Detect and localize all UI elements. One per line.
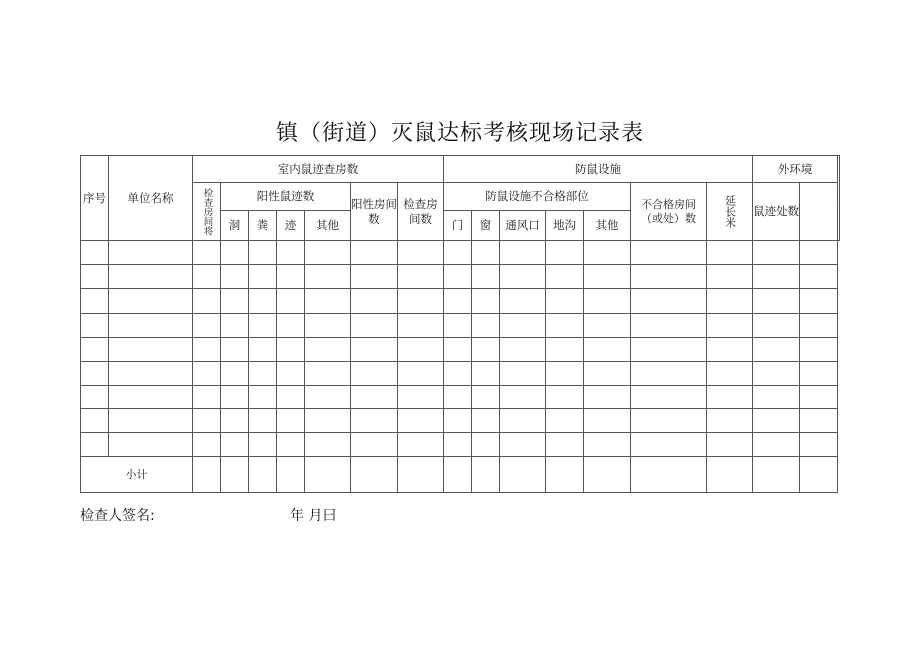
subtotal-cell[interactable] <box>193 457 221 493</box>
data-cell[interactable] <box>472 362 500 386</box>
data-cell[interactable] <box>753 265 800 289</box>
data-cell[interactable] <box>81 409 109 433</box>
data-cell[interactable] <box>500 314 546 338</box>
data-cell[interactable] <box>398 338 444 362</box>
data-cell[interactable] <box>584 433 631 457</box>
data-cell[interactable] <box>249 265 277 289</box>
data-cell[interactable] <box>249 433 277 457</box>
data-cell[interactable] <box>193 265 221 289</box>
data-cell[interactable] <box>221 265 249 289</box>
data-cell[interactable] <box>800 314 838 338</box>
data-cell[interactable] <box>351 386 398 409</box>
data-cell[interactable] <box>193 241 221 265</box>
data-cell[interactable] <box>193 314 221 338</box>
data-cell[interactable] <box>305 289 351 314</box>
subtotal-cell[interactable] <box>351 457 398 493</box>
header-inspected-rooms: 检查房间将 <box>193 183 221 241</box>
header-length: 延长米 <box>707 183 753 241</box>
data-cell[interactable] <box>277 433 305 457</box>
data-cell[interactable] <box>305 314 351 338</box>
data-cell[interactable] <box>546 386 584 409</box>
data-cell[interactable] <box>444 433 472 457</box>
header-positive-rooms: 阳性房间数 <box>351 183 398 241</box>
subtotal-cell[interactable] <box>500 457 546 493</box>
data-cell[interactable] <box>249 338 277 362</box>
data-cell[interactable] <box>81 265 109 289</box>
data-cell[interactable] <box>631 386 707 409</box>
data-cell[interactable] <box>753 338 800 362</box>
data-cell[interactable] <box>277 289 305 314</box>
data-cell[interactable] <box>351 314 398 338</box>
data-cell[interactable] <box>398 362 444 386</box>
data-cell[interactable] <box>631 265 707 289</box>
header-facility-group: 防鼠设施 <box>444 156 753 183</box>
header-other2: 其他 <box>584 211 631 241</box>
data-cell[interactable] <box>584 338 631 362</box>
data-cell[interactable] <box>221 314 249 338</box>
header-nonconform-rooms: 不合格房间（或处）数 <box>631 183 707 241</box>
data-cell[interactable] <box>249 241 277 265</box>
data-cell[interactable] <box>472 338 500 362</box>
table-row <box>81 241 840 265</box>
data-cell[interactable] <box>305 265 351 289</box>
subtotal-cell[interactable] <box>305 457 351 493</box>
data-cell[interactable] <box>631 289 707 314</box>
data-cell[interactable] <box>193 409 221 433</box>
form-title: 镇（街道）灭鼠达标考核现场记录表 <box>275 121 644 146</box>
data-cell[interactable] <box>584 265 631 289</box>
data-cell[interactable] <box>500 433 546 457</box>
data-cell[interactable] <box>81 289 109 314</box>
data-cell[interactable] <box>800 409 838 433</box>
data-cell[interactable] <box>249 314 277 338</box>
header-seq: 序号 <box>81 156 109 241</box>
subtotal-cell[interactable] <box>546 457 584 493</box>
data-cell[interactable] <box>707 241 753 265</box>
data-cell[interactable] <box>800 433 838 457</box>
header-drain: 地沟 <box>546 211 584 241</box>
data-cell[interactable] <box>472 314 500 338</box>
subtotal-cell[interactable] <box>631 457 707 493</box>
data-cell[interactable] <box>500 241 546 265</box>
data-cell[interactable] <box>305 362 351 386</box>
data-cell[interactable] <box>109 362 193 386</box>
data-cell[interactable] <box>109 241 193 265</box>
data-cell[interactable] <box>221 241 249 265</box>
data-cell[interactable] <box>800 289 838 314</box>
header-positive-group: 阳性鼠迹数 <box>221 183 351 211</box>
data-cell[interactable] <box>444 386 472 409</box>
header-nonconform-group: 防鼠设施不合格部位 <box>444 183 631 211</box>
subtotal-cell[interactable] <box>753 457 800 493</box>
subtotal-cell[interactable] <box>277 457 305 493</box>
data-cell[interactable] <box>249 409 277 433</box>
data-cell[interactable] <box>584 314 631 338</box>
data-cell[interactable] <box>351 409 398 433</box>
subtotal-cell[interactable] <box>800 457 838 493</box>
data-cell[interactable] <box>249 362 277 386</box>
data-cell[interactable] <box>444 409 472 433</box>
data-cell[interactable] <box>221 362 249 386</box>
data-cell[interactable] <box>546 433 584 457</box>
header-other: 其他 <box>305 211 351 241</box>
subtotal-cell[interactable] <box>707 457 753 493</box>
data-cell[interactable] <box>351 289 398 314</box>
data-cell[interactable] <box>707 314 753 338</box>
data-cell[interactable] <box>500 409 546 433</box>
data-cell[interactable] <box>472 241 500 265</box>
header-vent: 通风口 <box>500 211 546 241</box>
table-row <box>81 289 840 314</box>
table-row <box>81 265 840 289</box>
data-cell[interactable] <box>472 386 500 409</box>
data-cell[interactable] <box>221 433 249 457</box>
header-window: 窗 <box>472 211 500 241</box>
data-cell[interactable] <box>81 433 109 457</box>
data-cell[interactable] <box>753 386 800 409</box>
data-cell[interactable] <box>707 409 753 433</box>
data-cell[interactable] <box>109 338 193 362</box>
data-cell[interactable] <box>351 265 398 289</box>
data-cell[interactable] <box>707 338 753 362</box>
data-cell[interactable] <box>81 241 109 265</box>
data-cell[interactable] <box>221 386 249 409</box>
data-cell[interactable] <box>753 289 800 314</box>
data-cell[interactable] <box>444 362 472 386</box>
data-cell[interactable] <box>753 362 800 386</box>
data-cell[interactable] <box>444 265 472 289</box>
subtotal-cell[interactable] <box>444 457 472 493</box>
data-cell[interactable] <box>398 386 444 409</box>
data-cell[interactable] <box>277 362 305 386</box>
data-cell[interactable] <box>109 265 193 289</box>
data-cell[interactable] <box>444 338 472 362</box>
data-cell[interactable] <box>500 265 546 289</box>
data-cell[interactable] <box>800 338 838 362</box>
data-cell[interactable] <box>546 241 584 265</box>
record-table <box>80 155 840 493</box>
data-cell[interactable] <box>800 362 838 386</box>
data-cell[interactable] <box>305 241 351 265</box>
data-cell[interactable] <box>472 265 500 289</box>
data-cell[interactable] <box>631 338 707 362</box>
data-cell[interactable] <box>305 409 351 433</box>
data-cell[interactable] <box>584 362 631 386</box>
data-cell[interactable] <box>109 409 193 433</box>
header-door: 门 <box>444 211 472 241</box>
data-cell[interactable] <box>109 289 193 314</box>
data-cell[interactable] <box>109 433 193 457</box>
header-unit-name: 单位名称 <box>109 156 193 241</box>
date-label: 年 月曰 <box>290 508 337 524</box>
data-cell[interactable] <box>193 433 221 457</box>
data-cell[interactable] <box>109 314 193 338</box>
data-cell[interactable] <box>800 386 838 409</box>
data-cell[interactable] <box>81 386 109 409</box>
data-cell[interactable] <box>221 289 249 314</box>
data-cell[interactable] <box>351 241 398 265</box>
data-cell[interactable] <box>193 386 221 409</box>
data-cell[interactable] <box>753 433 800 457</box>
subtotal-cell[interactable] <box>221 457 249 493</box>
data-cell[interactable] <box>398 433 444 457</box>
data-cell[interactable] <box>444 289 472 314</box>
data-cell[interactable] <box>193 289 221 314</box>
data-cell[interactable] <box>472 433 500 457</box>
data-cell[interactable] <box>351 362 398 386</box>
data-cell[interactable] <box>584 386 631 409</box>
data-cell[interactable] <box>277 241 305 265</box>
data-cell[interactable] <box>500 362 546 386</box>
data-cell[interactable] <box>707 386 753 409</box>
data-cell[interactable] <box>472 409 500 433</box>
data-cell[interactable] <box>277 314 305 338</box>
data-cell[interactable] <box>707 289 753 314</box>
data-cell[interactable] <box>546 362 584 386</box>
subtotal-cell[interactable] <box>472 457 500 493</box>
data-cell[interactable] <box>753 241 800 265</box>
header-outdoor-group: 外环境 <box>753 156 838 183</box>
data-cell[interactable] <box>351 338 398 362</box>
data-cell[interactable] <box>249 289 277 314</box>
data-cell[interactable] <box>277 409 305 433</box>
data-cell[interactable] <box>398 314 444 338</box>
data-cell[interactable] <box>631 362 707 386</box>
table-row <box>81 433 840 457</box>
header-facility-inspected: 检查房间数 <box>398 183 444 241</box>
data-cell[interactable] <box>277 265 305 289</box>
data-cell[interactable] <box>277 338 305 362</box>
data-cell[interactable] <box>584 241 631 265</box>
data-cell[interactable] <box>305 386 351 409</box>
header-hole: 洞 <box>221 211 249 241</box>
data-cell[interactable] <box>398 289 444 314</box>
data-cell[interactable] <box>584 289 631 314</box>
subtotal-cell[interactable] <box>249 457 277 493</box>
data-cell[interactable] <box>584 409 631 433</box>
data-cell[interactable] <box>249 386 277 409</box>
table-row <box>81 338 840 362</box>
data-cell[interactable] <box>193 338 221 362</box>
data-cell[interactable] <box>305 433 351 457</box>
inspector-signature-label: 检查人签名: <box>80 508 155 524</box>
header-trace: 迹 <box>277 211 305 241</box>
data-cell[interactable] <box>707 362 753 386</box>
data-cell[interactable] <box>500 386 546 409</box>
header-trace-places: 鼠迹处数 <box>753 183 800 241</box>
table-row <box>81 386 840 409</box>
data-cell[interactable] <box>631 314 707 338</box>
data-cell[interactable] <box>500 338 546 362</box>
data-cell[interactable] <box>546 314 584 338</box>
table-row <box>81 314 840 338</box>
subtotal-label: 小计 <box>81 457 193 493</box>
data-cell[interactable] <box>800 265 838 289</box>
data-cell[interactable] <box>500 289 546 314</box>
table-row <box>81 362 840 386</box>
data-cell[interactable] <box>221 409 249 433</box>
data-cell[interactable] <box>444 314 472 338</box>
data-cell[interactable] <box>631 241 707 265</box>
header-indoor-group: 室内鼠迹查房数 <box>193 156 444 183</box>
data-cell[interactable] <box>398 241 444 265</box>
data-cell[interactable] <box>398 409 444 433</box>
data-cell[interactable] <box>109 386 193 409</box>
data-cell[interactable] <box>472 289 500 314</box>
data-cell[interactable] <box>753 314 800 338</box>
header-remark <box>838 156 840 241</box>
data-cell[interactable] <box>305 338 351 362</box>
subtotal-cell[interactable] <box>398 457 444 493</box>
subtotal-cell[interactable] <box>584 457 631 493</box>
data-cell[interactable] <box>546 289 584 314</box>
data-cell[interactable] <box>800 241 838 265</box>
data-cell[interactable] <box>707 265 753 289</box>
data-cell[interactable] <box>753 409 800 433</box>
data-cell[interactable] <box>221 338 249 362</box>
data-cell[interactable] <box>351 433 398 457</box>
data-cell[interactable] <box>81 314 109 338</box>
data-cell[interactable] <box>707 433 753 457</box>
data-cell[interactable] <box>631 433 707 457</box>
data-cell[interactable] <box>546 409 584 433</box>
data-cell[interactable] <box>81 338 109 362</box>
data-cell[interactable] <box>193 362 221 386</box>
data-cell[interactable] <box>81 362 109 386</box>
table-row <box>81 409 840 433</box>
data-cell[interactable] <box>277 386 305 409</box>
data-cell[interactable] <box>631 409 707 433</box>
header-feces: 粪 <box>249 211 277 241</box>
data-cell[interactable] <box>546 265 584 289</box>
data-cell[interactable] <box>398 265 444 289</box>
data-cell[interactable] <box>546 338 584 362</box>
data-cell[interactable] <box>444 241 472 265</box>
